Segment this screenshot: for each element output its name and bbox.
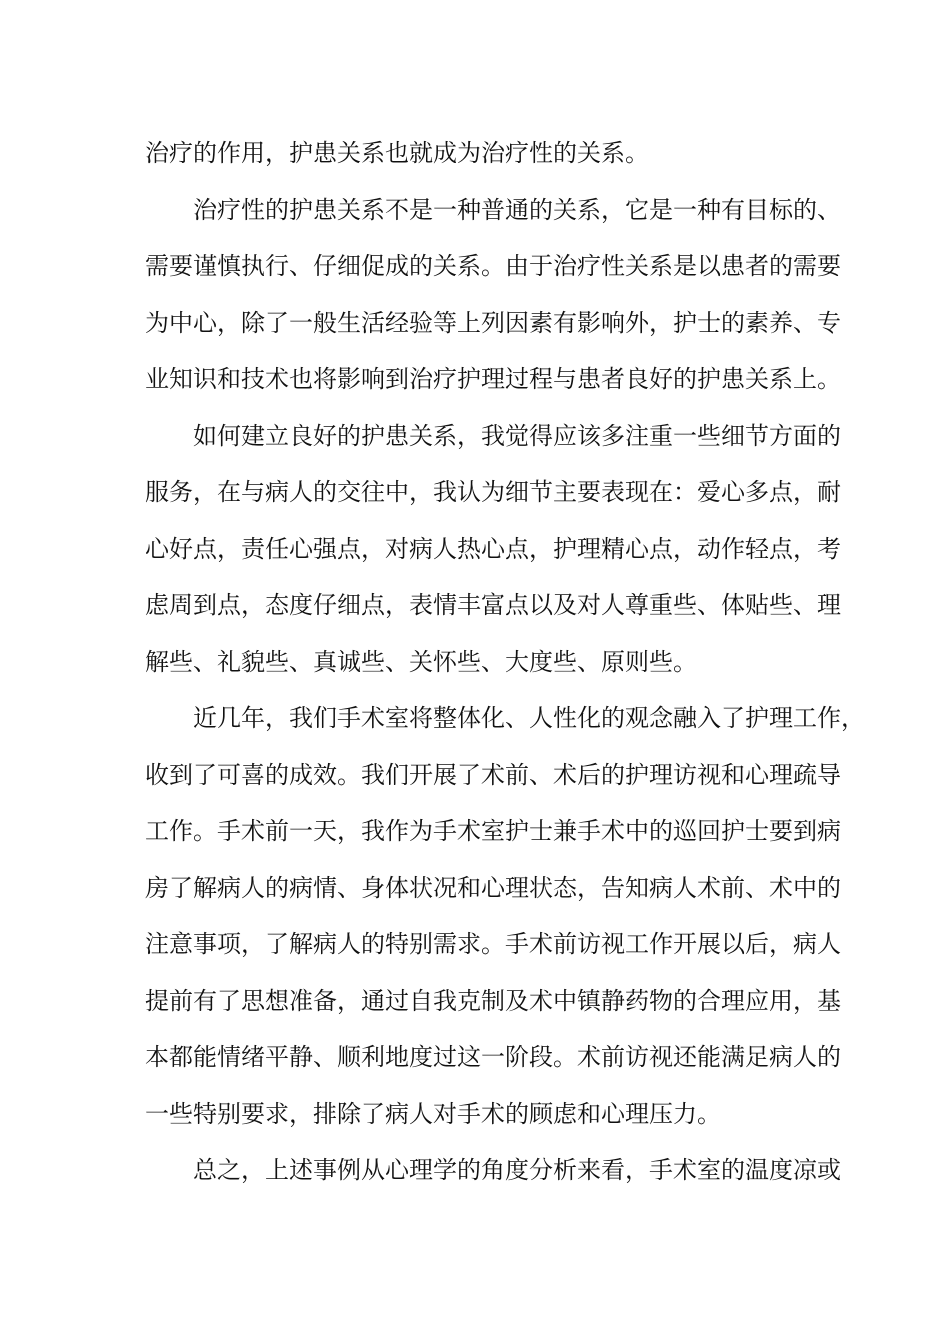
paragraph-first-line: 近几年，我们手术室将整体化、人性化的观念融入了护理工作， <box>193 704 865 732</box>
text-line: 收到了可喜的成效。我们开展了术前、术后的护理访视和心理疏导 <box>145 761 841 789</box>
text-line: 虑周到点，态度仔细点，表情丰富点以及对人尊重些、体贴些、理 <box>145 591 841 619</box>
text-line: 房了解病人的病情、身体状况和心理状态，告知病人术前、术中的 <box>145 874 841 902</box>
text-line: 业知识和技术也将影响到治疗护理过程与患者良好的护患关系上。 <box>145 365 841 393</box>
text-line: 治疗的作用，护患关系也就成为治疗性的关系。 <box>145 139 649 167</box>
text-line: 解些、礼貌些、真诚些、关怀些、大度些、原则些。 <box>145 648 697 676</box>
paragraph-first-line: 如何建立良好的护患关系，我觉得应该多注重一些细节方面的 <box>193 422 841 450</box>
text-line: 服务，在与病人的交往中，我认为细节主要表现在：爱心多点，耐 <box>145 478 841 506</box>
paragraph-first-line: 总之，上述事例从心理学的角度分析来看，手术室的温度凉或 <box>193 1156 841 1184</box>
text-line: 一些特别要求，排除了病人对手术的顾虑和心理压力。 <box>145 1100 721 1128</box>
text-line: 提前有了思想准备，通过自我克制及术中镇静药物的合理应用，基 <box>145 987 841 1015</box>
text-line: 心好点，责任心强点，对病人热心点，护理精心点，动作轻点，考 <box>145 535 841 563</box>
text-line: 为中心，除了一般生活经验等上列因素有影响外，护士的素养、专 <box>145 309 841 337</box>
text-line: 需要谨慎执行、仔细促成的关系。由于治疗性关系是以患者的需要 <box>145 252 841 280</box>
text-line: 注意事项，了解病人的特别需求。手术前访视工作开展以后，病人 <box>145 930 841 958</box>
paragraph-first-line: 治疗性的护患关系不是一种普通的关系，它是一种有目标的、 <box>193 196 841 224</box>
text-line: 本都能情绪平静、顺利地度过这一阶段。术前访视还能满足病人的 <box>145 1043 841 1071</box>
text-line: 工作。手术前一天，我作为手术室护士兼手术中的巡回护士要到病 <box>145 817 841 845</box>
